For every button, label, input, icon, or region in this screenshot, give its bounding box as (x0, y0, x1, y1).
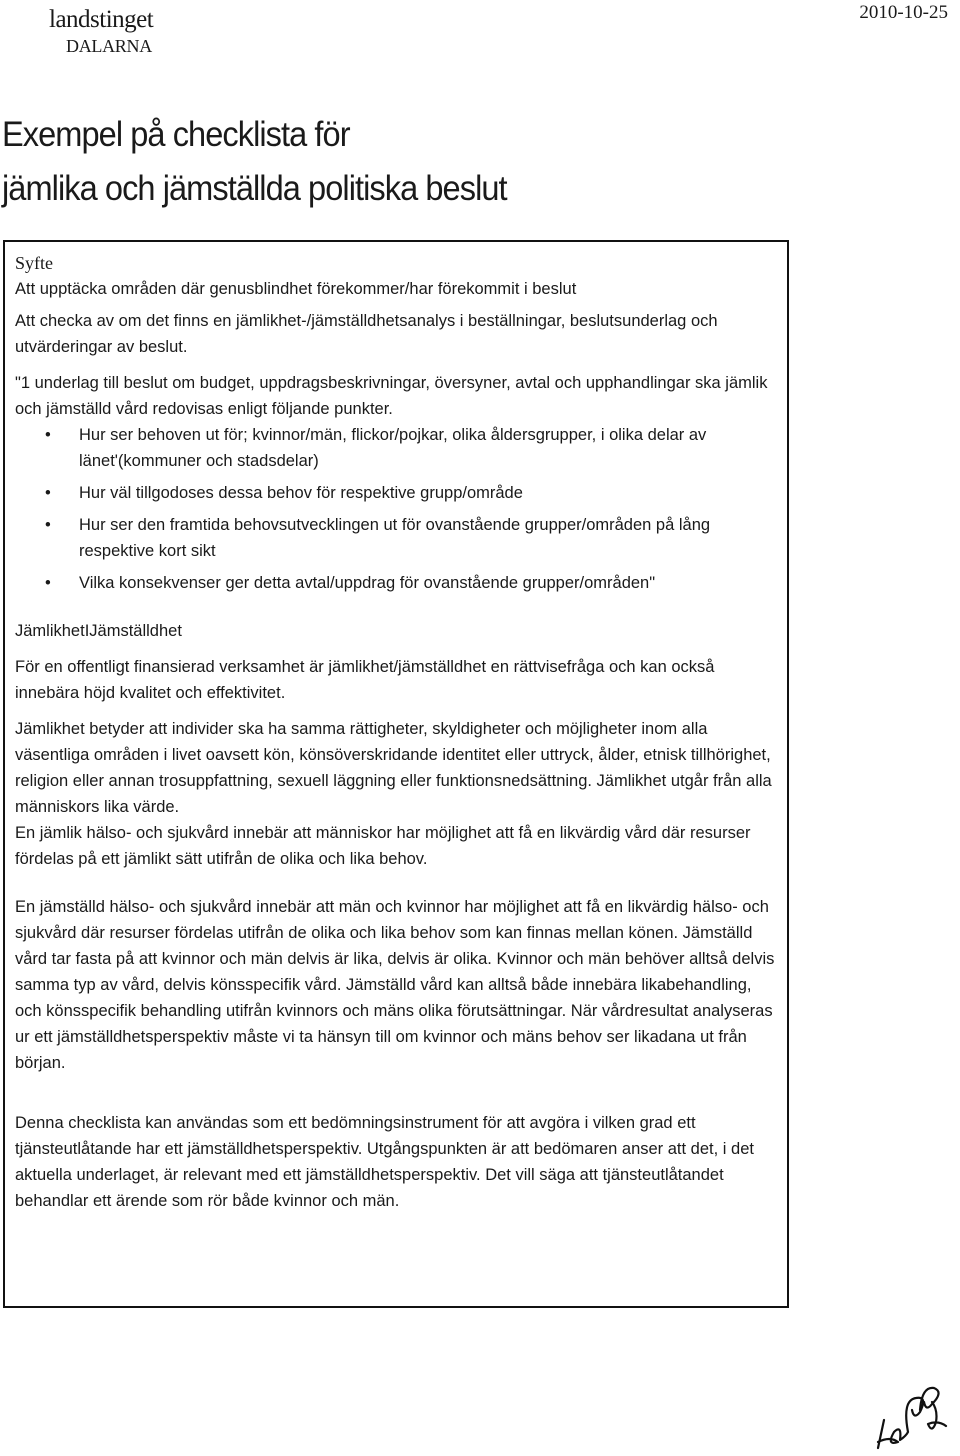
paragraph-jamlikhet: Jämlikhet betyder att individer ska ha samma rättigheter, skyldigheter och möjligheter inom alla väsentliga områden i livet oavsett kön, könsöverskridande identitet eller uttryck, ålder, etnisk tillhörighet, religion eller annan trosuppfattning, sexuell läggning eller funktionsnedsättning. Jämlikhet utgår från alla människors lika värde. (15, 720, 772, 816)
title-line-2: jämlika och jämställda politiska beslut (2, 169, 507, 208)
document-date: 2010-10-25 (859, 2, 948, 23)
paragraph-checklista: Denna checklista kan användas som ett bedömningsinstrument för att avgöra i vilken grad ett tjänsteutlåtande har ett jämställdhetsperspektiv. Utgångspunkten är att bedömaren anser att det, i det aktuella underlaget, är relevant med ett jämställdhetsperspektiv. Det vill säga att tjänsteutlåtandet behandlar ett ärende som rör både kvinnor och män. (15, 1114, 754, 1210)
paragraph-offentligt: För en offentligt finansierad verksamhet är jämlikhet/jämställdhet en rättvisefråga och kan också innebära höjd kvalitet och effektivitet. (15, 658, 715, 702)
syfte-heading: Syfte (15, 253, 53, 273)
bullet-item: • Hur väl tillgodoses dessa behov för respektive grupp/område (15, 480, 775, 506)
content-body (15, 250, 775, 1214)
title-line-1: Exempel på checklista för (2, 115, 350, 154)
bullet-item: • Vilka konsekvenser ger detta avtal/uppdrag för ovanstående grupper/områden" (15, 570, 775, 596)
checklist-bullets (15, 422, 775, 596)
syfte-paragraph-1: Att upptäcka områden där genusblindhet förekommer/har förekommit i beslut (15, 280, 577, 298)
bullet-item: • Hur ser den framtida behovsutvecklingen ut för ovanstående grupper/områden på lång respektive kort sikt (15, 512, 775, 564)
bullet-item: • Hur ser behoven ut för; kvinnor/män, flickor/pojkar, olika åldersgrupper, i olika delar av länet'(kommuner och stadsdelar) (15, 422, 775, 474)
paragraph-jamlik-vard: En jämlik hälso- och sjukvård innebär att människor har möjlighet att få en likvärdig vård där resurser fördelas på ett jämlikt sätt utifrån de olika och lika behov. (15, 824, 751, 868)
signature-mark (872, 1380, 952, 1452)
page-title (2, 108, 507, 216)
jamlikhet-heading: JämlikhetIJämställdhet (15, 622, 182, 640)
syfte-paragraph-2: Att checka av om det finns en jämlikhet-/jämställdhetsanalys i beställningar, beslutsunderlag och utvärderingar av beslut. (15, 312, 718, 356)
quote-intro: "1 underlag till beslut om budget, uppdragsbeskrivningar, översyner, avtal och upphandlingar ska jämlik och jämställd vård redovisas enligt följande punkter. (15, 374, 768, 418)
logo-landstinget: landstinget (49, 6, 154, 33)
logo-dalarna: DALARNA (66, 36, 152, 56)
paragraph-jamstalld-vard: En jämställd hälso- och sjukvård innebär att män och kvinnor har möjlighet att få en likvärdig hälso- och sjukvård där resurser fördelas utifrån de olika och lika behov som kan finnas mellan könen. Jämställd vård tar fasta på att kvinnor och män delvis är lika, delvis är olika. Kvinnor och män behöver alltså delvis samma typ av vård, delvis könsspecifik vård. Jämställd vård kan alltså både innebära likabehandling, och könsspecifik behandling utifrån kvinnors och mäns olika förutsättningar. När vårdresultat analyseras ur ett jämställdhetsperspektiv måste vi ta hänsyn till om kvinnor och mäns behov ser likadana ut från början. (15, 898, 775, 1072)
